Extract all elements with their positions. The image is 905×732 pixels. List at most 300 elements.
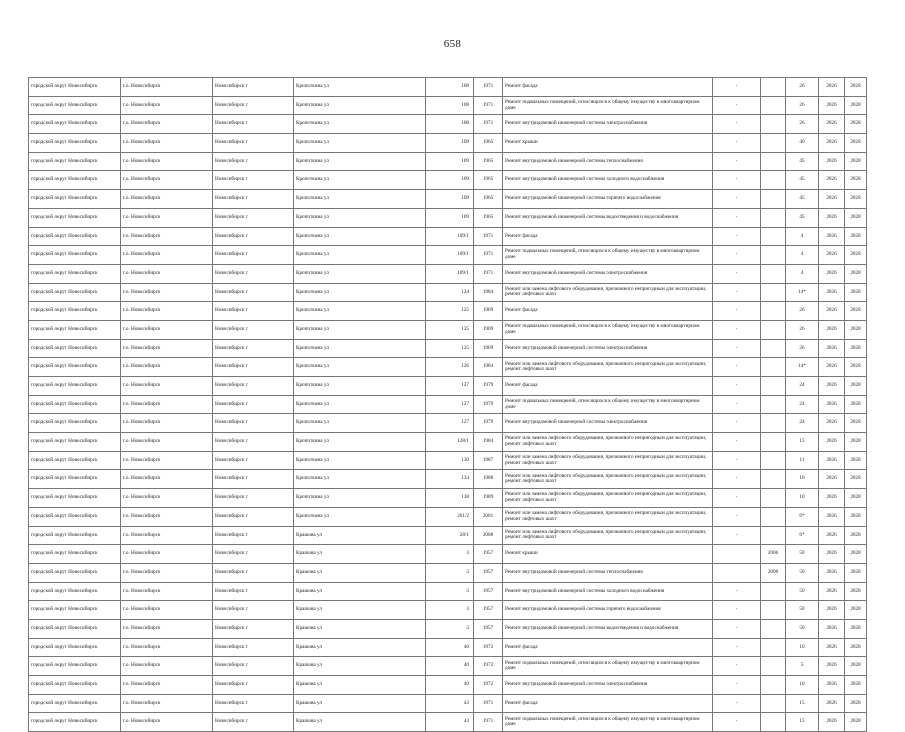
street-cell: Крашова ул: [294, 563, 426, 582]
settlement-cell: Новосибирск г: [213, 563, 294, 582]
municipality-cell: г.о. Новосибирск: [121, 190, 213, 209]
table-row: [29, 134, 867, 153]
last-repair-year-cell: [761, 320, 786, 339]
settlement-cell: Новосибирск г: [213, 713, 294, 732]
table-row: [29, 601, 867, 620]
period-end-cell: 2028: [845, 227, 867, 246]
work-type-cell: Ремонт или замена лифтового оборудования, признанного непригодным для эксплуатации, ремонт лифтовых шахт: [503, 526, 713, 545]
house-number-cell: 3: [426, 582, 474, 601]
table-row: [29, 358, 867, 377]
work-type-cell: Ремонт крыши: [503, 545, 713, 564]
table-row: [29, 264, 867, 283]
district-cell: городской округ Новосибирск: [29, 190, 121, 209]
settlement-cell: Новосибирск г: [213, 264, 294, 283]
last-repair-year-cell: [761, 339, 786, 358]
municipality-cell: г.о. Новосибирск: [121, 526, 213, 545]
value-cell: 5: [786, 657, 819, 676]
district-cell: городской округ Новосибирск: [29, 433, 121, 452]
blank-cell: -: [713, 283, 761, 302]
work-type-cell: Ремонт внутридомовой инженерной системы электроснабжения: [503, 264, 713, 283]
last-repair-year-cell: [761, 358, 786, 377]
table-row: [29, 395, 867, 414]
municipality-cell: г.о. Новосибирск: [121, 134, 213, 153]
period-start-cell: 2026: [819, 545, 845, 564]
period-start-cell: 2026: [819, 302, 845, 321]
municipality-cell: г.о. Новосибирск: [121, 283, 213, 302]
blank-cell: -: [713, 320, 761, 339]
street-cell: Кропоткина ул: [294, 433, 426, 452]
period-start-cell: 2026: [819, 134, 845, 153]
municipality-cell: г.о. Новосибирск: [121, 78, 213, 97]
municipality-cell: г.о. Новосибирск: [121, 320, 213, 339]
table-row: [29, 451, 867, 470]
settlement-cell: Новосибирск г: [213, 526, 294, 545]
build-year-cell: 1971: [474, 115, 503, 134]
work-type-cell: Ремонт фасада: [503, 227, 713, 246]
district-cell: городской округ Новосибирск: [29, 526, 121, 545]
municipality-cell: г.о. Новосибирск: [121, 657, 213, 676]
district-cell: городской округ Новосибирск: [29, 377, 121, 396]
build-year-cell: 1969: [474, 339, 503, 358]
district-cell: городской округ Новосибирск: [29, 96, 121, 115]
municipality-cell: г.о. Новосибирск: [121, 545, 213, 564]
settlement-cell: Новосибирск г: [213, 246, 294, 265]
street-cell: Кропоткина ул: [294, 302, 426, 321]
value-cell: 14*: [786, 358, 819, 377]
work-type-cell: Ремонт внутридомовой инженерной системы холодного водоснабжения: [503, 582, 713, 601]
blank-cell: -: [713, 171, 761, 190]
work-type-cell: Ремонт внутридомовой инженерной системы электроснабжения: [503, 115, 713, 134]
period-end-cell: 2028: [845, 507, 867, 526]
street-cell: Кропоткина ул: [294, 246, 426, 265]
table-row: [29, 246, 867, 265]
page-number: 658: [443, 38, 462, 50]
work-type-cell: Ремонт или замена лифтового оборудования, признанного непригодным для эксплуатации, ремонт лифтовых шахт: [503, 470, 713, 489]
period-start-cell: 2026: [819, 339, 845, 358]
table-row: [29, 563, 867, 582]
blank-cell: -: [713, 377, 761, 396]
district-cell: городской округ Новосибирск: [29, 657, 121, 676]
value-cell: 24: [786, 414, 819, 433]
house-number-cell: 109: [426, 190, 474, 209]
settlement-cell: Новосибирск г: [213, 358, 294, 377]
build-year-cell: 1971: [474, 694, 503, 713]
period-start-cell: 2026: [819, 489, 845, 508]
value-cell: 10: [786, 489, 819, 508]
municipality-cell: г.о. Новосибирск: [121, 433, 213, 452]
street-cell: Кропоткина ул: [294, 377, 426, 396]
blank-cell: [713, 545, 761, 564]
table-row: [29, 171, 867, 190]
municipality-cell: г.о. Новосибирск: [121, 339, 213, 358]
work-type-cell: Ремонт внутридомовой инженерной системы электроснабжения: [503, 339, 713, 358]
street-cell: Кропоткина ул: [294, 339, 426, 358]
work-type-cell: Ремонт фасада: [503, 302, 713, 321]
table-row: [29, 283, 867, 302]
build-year-cell: 1987: [474, 451, 503, 470]
municipality-cell: г.о. Новосибирск: [121, 507, 213, 526]
house-number-cell: 3: [426, 545, 474, 564]
value-cell: 4: [786, 246, 819, 265]
last-repair-year-cell: [761, 134, 786, 153]
period-start-cell: 2026: [819, 657, 845, 676]
value-cell: 26: [786, 78, 819, 97]
build-year-cell: 1989: [474, 489, 503, 508]
period-end-cell: 2028: [845, 582, 867, 601]
value-cell: 45: [786, 171, 819, 190]
blank-cell: -: [713, 339, 761, 358]
street-cell: Кропоткина ул: [294, 264, 426, 283]
period-start-cell: 2026: [819, 470, 845, 489]
period-start-cell: 2026: [819, 619, 845, 638]
table-row: [29, 115, 867, 134]
district-cell: городской округ Новосибирск: [29, 619, 121, 638]
street-cell: Крашова ул: [294, 713, 426, 732]
work-type-cell: Ремонт или замена лифтового оборудования, признанного непригодным для эксплуатации, ремонт лифтовых шахт: [503, 489, 713, 508]
build-year-cell: 1984: [474, 433, 503, 452]
house-number-cell: 124: [426, 283, 474, 302]
value-cell: 10: [786, 676, 819, 695]
blank-cell: -: [713, 619, 761, 638]
period-end-cell: 2028: [845, 713, 867, 732]
house-number-cell: 40: [426, 657, 474, 676]
value-cell: 15: [786, 433, 819, 452]
build-year-cell: 1965: [474, 134, 503, 153]
municipality-cell: г.о. Новосибирск: [121, 152, 213, 171]
house-number-cell: 125: [426, 339, 474, 358]
street-cell: Крашова ул: [294, 582, 426, 601]
blank-cell: -: [713, 676, 761, 695]
blank-cell: -: [713, 694, 761, 713]
blank-cell: -: [713, 152, 761, 171]
period-start-cell: 2026: [819, 320, 845, 339]
municipality-cell: г.о. Новосибирск: [121, 115, 213, 134]
period-end-cell: 2028: [845, 339, 867, 358]
table-row: [29, 414, 867, 433]
value-cell: 40: [786, 134, 819, 153]
table-row: [29, 152, 867, 171]
table-row: [29, 545, 867, 564]
municipality-cell: г.о. Новосибирск: [121, 264, 213, 283]
district-cell: городской округ Новосибирск: [29, 451, 121, 470]
period-end-cell: 2028: [845, 638, 867, 657]
settlement-cell: Новосибирск г: [213, 302, 294, 321]
street-cell: Кропоткина ул: [294, 320, 426, 339]
last-repair-year-cell: [761, 676, 786, 695]
settlement-cell: Новосибирск г: [213, 694, 294, 713]
period-start-cell: 2026: [819, 601, 845, 620]
last-repair-year-cell: [761, 264, 786, 283]
house-number-cell: 125: [426, 302, 474, 321]
period-start-cell: 2026: [819, 377, 845, 396]
settlement-cell: Новосибирск г: [213, 152, 294, 171]
value-cell: 24: [786, 377, 819, 396]
settlement-cell: Новосибирск г: [213, 190, 294, 209]
settlement-cell: Новосибирск г: [213, 582, 294, 601]
settlement-cell: Новосибирск г: [213, 377, 294, 396]
build-year-cell: 1979: [474, 395, 503, 414]
blank-cell: -: [713, 713, 761, 732]
district-cell: городской округ Новосибирск: [29, 171, 121, 190]
table-row: [29, 96, 867, 115]
work-type-cell: Ремонт внутридомовой инженерной системы водоотведения и водоснабжения: [503, 208, 713, 227]
period-end-cell: 2028: [845, 451, 867, 470]
district-cell: городской округ Новосибирск: [29, 283, 121, 302]
house-number-cell: 127: [426, 377, 474, 396]
street-cell: Кропоткина ул: [294, 414, 426, 433]
table-row: [29, 208, 867, 227]
value-cell: 45: [786, 208, 819, 227]
blank-cell: -: [713, 78, 761, 97]
settlement-cell: Новосибирск г: [213, 339, 294, 358]
value-cell: 6*: [786, 507, 819, 526]
blank-cell: -: [713, 414, 761, 433]
table-row: [29, 713, 867, 732]
work-type-cell: Ремонт подвальных помещений, относящихся к общему имуществу в многоквартирном доме: [503, 320, 713, 339]
district-cell: городской округ Новосибирск: [29, 339, 121, 358]
house-number-cell: 109/1: [426, 264, 474, 283]
build-year-cell: 1957: [474, 601, 503, 620]
district-cell: городской округ Новосибирск: [29, 582, 121, 601]
build-year-cell: 1971: [474, 246, 503, 265]
period-end-cell: 2028: [845, 563, 867, 582]
house-number-cell: 109: [426, 171, 474, 190]
period-end-cell: 2028: [845, 601, 867, 620]
last-repair-year-cell: [761, 208, 786, 227]
municipality-cell: г.о. Новосибирск: [121, 377, 213, 396]
settlement-cell: Новосибирск г: [213, 676, 294, 695]
street-cell: Крашова ул: [294, 676, 426, 695]
period-end-cell: 2028: [845, 358, 867, 377]
value-cell: 45: [786, 190, 819, 209]
house-number-cell: 40: [426, 638, 474, 657]
period-end-cell: 2028: [845, 190, 867, 209]
district-cell: городской округ Новосибирск: [29, 358, 121, 377]
work-type-cell: Ремонт фасада: [503, 78, 713, 97]
settlement-cell: Новосибирск г: [213, 601, 294, 620]
period-end-cell: 2028: [845, 115, 867, 134]
last-repair-year-cell: [761, 489, 786, 508]
value-cell: 10: [786, 470, 819, 489]
build-year-cell: 1972: [474, 638, 503, 657]
period-start-cell: 2026: [819, 96, 845, 115]
settlement-cell: Новосибирск г: [213, 320, 294, 339]
work-type-cell: Ремонт или замена лифтового оборудования, признанного непригодным для эксплуатации, ремонт лифтовых шахт: [503, 283, 713, 302]
district-cell: городской округ Новосибирск: [29, 134, 121, 153]
period-end-cell: 2028: [845, 526, 867, 545]
period-start-cell: 2026: [819, 638, 845, 657]
street-cell: Кропоткина ул: [294, 358, 426, 377]
house-number-cell: 109: [426, 134, 474, 153]
build-year-cell: 1972: [474, 657, 503, 676]
period-start-cell: 2026: [819, 433, 845, 452]
blank-cell: -: [713, 601, 761, 620]
street-cell: Кропоткина ул: [294, 470, 426, 489]
period-start-cell: 2026: [819, 563, 845, 582]
blank-cell: -: [713, 246, 761, 265]
period-end-cell: 2028: [845, 152, 867, 171]
district-cell: городской округ Новосибирск: [29, 545, 121, 564]
last-repair-year-cell: [761, 171, 786, 190]
municipality-cell: г.о. Новосибирск: [121, 302, 213, 321]
table-row: [29, 619, 867, 638]
work-type-cell: Ремонт или замена лифтового оборудования, признанного непригодным для эксплуатации, ремонт лифтовых шахт: [503, 433, 713, 452]
table-row: [29, 433, 867, 452]
build-year-cell: 1984: [474, 358, 503, 377]
blank-cell: -: [713, 582, 761, 601]
table-body: [29, 78, 867, 732]
period-end-cell: 2028: [845, 694, 867, 713]
district-cell: городской округ Новосибирск: [29, 152, 121, 171]
build-year-cell: 1957: [474, 619, 503, 638]
district-cell: городской округ Новосибирск: [29, 115, 121, 134]
settlement-cell: Новосибирск г: [213, 96, 294, 115]
value-cell: 26: [786, 339, 819, 358]
period-end-cell: 2028: [845, 171, 867, 190]
house-number-cell: 126: [426, 358, 474, 377]
value-cell: 26: [786, 96, 819, 115]
district-cell: городской округ Новосибирск: [29, 601, 121, 620]
municipality-cell: г.о. Новосибирск: [121, 96, 213, 115]
last-repair-year-cell: [761, 302, 786, 321]
municipality-cell: г.о. Новосибирск: [121, 414, 213, 433]
settlement-cell: Новосибирск г: [213, 78, 294, 97]
house-number-cell: 108: [426, 78, 474, 97]
table-row: [29, 657, 867, 676]
period-start-cell: 2026: [819, 358, 845, 377]
build-year-cell: 1969: [474, 320, 503, 339]
value-cell: 6*: [786, 526, 819, 545]
build-year-cell: 1984: [474, 283, 503, 302]
municipality-cell: г.о. Новосибирск: [121, 451, 213, 470]
settlement-cell: Новосибирск г: [213, 433, 294, 452]
settlement-cell: Новосибирск г: [213, 619, 294, 638]
street-cell: Кропоткина ул: [294, 489, 426, 508]
district-cell: городской округ Новосибирск: [29, 507, 121, 526]
period-start-cell: 2026: [819, 526, 845, 545]
build-year-cell: 1965: [474, 171, 503, 190]
work-type-cell: Ремонт фасада: [503, 638, 713, 657]
value-cell: 4: [786, 227, 819, 246]
municipality-cell: г.о. Новосибирск: [121, 638, 213, 657]
settlement-cell: Новосибирск г: [213, 134, 294, 153]
period-end-cell: 2028: [845, 619, 867, 638]
period-end-cell: 2028: [845, 264, 867, 283]
municipality-cell: г.о. Новосибирск: [121, 713, 213, 732]
municipality-cell: г.о. Новосибирск: [121, 208, 213, 227]
last-repair-year-cell: [761, 395, 786, 414]
value-cell: 11: [786, 451, 819, 470]
street-cell: Крашова ул: [294, 526, 426, 545]
street-cell: Крашова ул: [294, 545, 426, 564]
period-start-cell: 2026: [819, 264, 845, 283]
municipality-cell: г.о. Новосибирск: [121, 582, 213, 601]
district-cell: городской округ Новосибирск: [29, 713, 121, 732]
value-cell: 10: [786, 638, 819, 657]
build-year-cell: 1988: [474, 470, 503, 489]
period-start-cell: 2026: [819, 451, 845, 470]
table-row: [29, 694, 867, 713]
work-type-cell: Ремонт подвальных помещений, относящихся к общему имуществу в многоквартирном доме: [503, 713, 713, 732]
last-repair-year-cell: [761, 78, 786, 97]
last-repair-year-cell: [761, 246, 786, 265]
table-row: [29, 320, 867, 339]
build-year-cell: 1969: [474, 302, 503, 321]
table-row: [29, 489, 867, 508]
period-start-cell: 2026: [819, 395, 845, 414]
build-year-cell: 1957: [474, 545, 503, 564]
period-start-cell: 2026: [819, 507, 845, 526]
blank-cell: -: [713, 208, 761, 227]
house-number-cell: 109: [426, 152, 474, 171]
house-number-cell: 40: [426, 676, 474, 695]
blank-cell: -: [713, 395, 761, 414]
period-start-cell: 2026: [819, 713, 845, 732]
blank-cell: -: [713, 489, 761, 508]
street-cell: Кропоткина ул: [294, 78, 426, 97]
municipality-cell: г.о. Новосибирск: [121, 619, 213, 638]
municipality-cell: г.о. Новосибирск: [121, 489, 213, 508]
last-repair-year-cell: [761, 283, 786, 302]
period-end-cell: 2028: [845, 433, 867, 452]
period-end-cell: 2028: [845, 489, 867, 508]
period-end-cell: 2028: [845, 78, 867, 97]
district-cell: городской округ Новосибирск: [29, 563, 121, 582]
build-year-cell: 2008: [474, 526, 503, 545]
period-start-cell: 2026: [819, 676, 845, 695]
settlement-cell: Новосибирск г: [213, 208, 294, 227]
work-type-cell: Ремонт внутридомовой инженерной системы холодного водоснабжения: [503, 171, 713, 190]
last-repair-year-cell: [761, 526, 786, 545]
period-end-cell: 2028: [845, 377, 867, 396]
period-end-cell: 2028: [845, 676, 867, 695]
street-cell: Кропоткина ул: [294, 283, 426, 302]
district-cell: городской округ Новосибирск: [29, 208, 121, 227]
period-end-cell: 2028: [845, 395, 867, 414]
last-repair-year-cell: [761, 377, 786, 396]
house-number-cell: 43: [426, 713, 474, 732]
work-type-cell: Ремонт внутридомовой инженерной системы горячего водоснабжения: [503, 190, 713, 209]
municipality-cell: г.о. Новосибирск: [121, 227, 213, 246]
last-repair-year-cell: [761, 96, 786, 115]
last-repair-year-cell: [761, 115, 786, 134]
value-cell: 4: [786, 264, 819, 283]
house-number-cell: 3: [426, 563, 474, 582]
period-end-cell: 2028: [845, 414, 867, 433]
municipality-cell: г.о. Новосибирск: [121, 358, 213, 377]
value-cell: 50: [786, 545, 819, 564]
work-type-cell: Ремонт внутридомовой инженерной системы водоотведения и водоснабжения: [503, 619, 713, 638]
blank-cell: -: [713, 227, 761, 246]
district-cell: городской округ Новосибирск: [29, 489, 121, 508]
last-repair-year-cell: [761, 507, 786, 526]
build-year-cell: 1957: [474, 582, 503, 601]
street-cell: Кропоткина ул: [294, 190, 426, 209]
house-number-cell: 134: [426, 470, 474, 489]
table-row: [29, 190, 867, 209]
settlement-cell: Новосибирск г: [213, 227, 294, 246]
blank-cell: -: [713, 657, 761, 676]
period-start-cell: 2026: [819, 171, 845, 190]
street-cell: Кропоткина ул: [294, 451, 426, 470]
house-number-cell: 261/2: [426, 507, 474, 526]
settlement-cell: Новосибирск г: [213, 451, 294, 470]
street-cell: Крашова ул: [294, 694, 426, 713]
street-cell: Кропоткина ул: [294, 171, 426, 190]
work-type-cell: Ремонт или замена лифтового оборудования, признанного непригодным для эксплуатации, ремонт лифтовых шахт: [503, 507, 713, 526]
district-cell: городской округ Новосибирск: [29, 264, 121, 283]
municipality-cell: г.о. Новосибирск: [121, 470, 213, 489]
